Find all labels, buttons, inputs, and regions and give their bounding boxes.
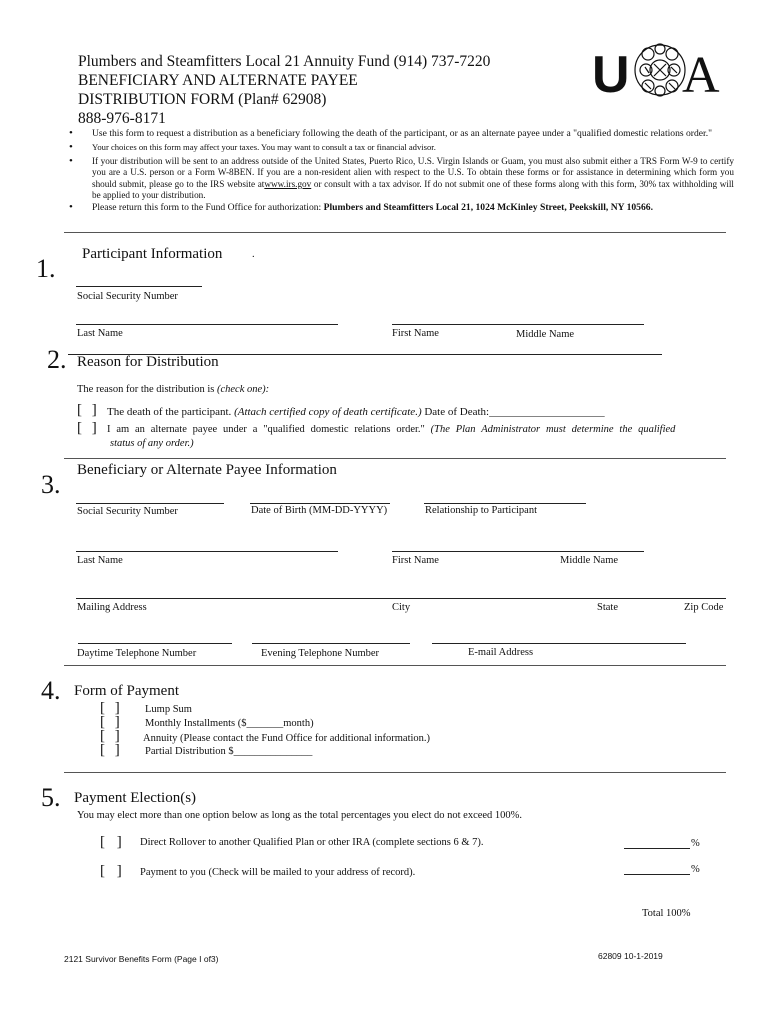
instruction-item: • Your choices on this form may affect your taxes. You may want to consult a tax or financial advisor.: [64, 142, 734, 153]
alternate-payee-option-label: I am an alternate payee under a "qualified domestic relations order." (The Plan Administrator must determine the qualified: [107, 424, 676, 435]
beneficiary-address-field[interactable]: [76, 598, 726, 599]
section-5-title: Payment Election(s): [74, 790, 197, 806]
instruction-item: • If your distribution will be sent to an address outside of the United States, Puerto Rico, U.S. Virgin Islands or Guam, you must also submit either a TRS Form W-9 to certify you are a U.S. person or a Form W-8BEN. If you are a non-resident alien with respect to the U.S. To obtain these forms or for assistance in determining which form you should submit, please go to the IRS website atwww.irs.gov or consult with a tax advisor. If do not submit one of these forms along with this form, 30% tax withholding will be applied to your distribution.: [64, 156, 734, 202]
beneficiary-ssn-label: Social Security Number: [77, 506, 178, 517]
logo-letter-a: A: [682, 47, 720, 104]
total-percent-label: Total 100%: [642, 908, 691, 919]
fund-office-address: Plumbers and Steamfitters Local 21, 1024 McKinley Street, Peekskill, NY 10566.: [323, 202, 653, 214]
participant-first-name-label: First Name: [392, 328, 439, 339]
percent-sign: %: [691, 838, 700, 849]
irs-website-link[interactable]: www.irs.gov: [264, 178, 312, 189]
death-option-label: The death of the participant. (Attach certified copy of death certificate.) Date of Death:_____________________: [107, 406, 605, 418]
section-2-number: 2.: [47, 345, 67, 374]
date-of-death-field[interactable]: _____________________: [489, 406, 605, 418]
header-title-line: BENEFICIARY AND ALTERNATE PAYEE: [78, 72, 358, 89]
instructions-list: [64, 128, 734, 214]
form-header: [78, 52, 490, 128]
participant-ssn-field[interactable]: [76, 286, 202, 287]
section-1-number: 1.: [36, 254, 56, 283]
beneficiary-dob-field[interactable]: [250, 503, 390, 504]
section-4-number: 4.: [41, 676, 61, 705]
payment-to-you-label: Payment to you (Check will be mailed to your address of record).: [140, 867, 416, 878]
alternate-payee-checkbox[interactable]: [ ]: [77, 420, 97, 436]
monthly-installments-checkbox[interactable]: [ ]: [100, 714, 120, 730]
divider: [64, 232, 726, 233]
email-field[interactable]: [432, 643, 686, 644]
ua-logo: [590, 36, 730, 104]
state-label: State: [597, 602, 618, 613]
beneficiary-middle-name-label: Middle Name: [560, 555, 619, 566]
partial-distribution-label: Partial Distribution $_______________: [145, 746, 313, 757]
section-2-title: Reason for Distribution: [77, 354, 219, 370]
direct-rollover-label: Direct Rollover to another Qualified Plan or other IRA (complete sections 6 & 7).: [140, 837, 484, 848]
section-3-title: Beneficiary or Alternate Payee Information: [77, 462, 337, 478]
stray-dot: .: [252, 249, 255, 260]
evening-phone-label: Evening Telephone Number: [261, 648, 380, 659]
email-label: E-mail Address: [468, 647, 534, 658]
lump-sum-label: Lump Sum: [145, 704, 192, 715]
logo-letter-u: U: [592, 46, 630, 104]
beneficiary-first-name-label: First Name: [392, 555, 439, 566]
participant-ssn-label: Social Security Number: [77, 291, 178, 302]
section-1-title: Participant Information: [82, 246, 223, 262]
footer-form-id: 2121 Survivor Benefits Form (Page I of3): [64, 954, 219, 964]
divider: [64, 665, 726, 666]
annuity-label: Annuity (Please contact the Fund Office for additional information.): [143, 733, 431, 744]
daytime-phone-field[interactable]: [78, 643, 232, 644]
reason-intro: The reason for the distribution is (check one):: [77, 384, 270, 395]
payment-election-intro: You may elect more than one option below as long as the total percentages you elect do not exceed 100%.: [77, 810, 523, 821]
daytime-phone-label: Daytime Telephone Number: [77, 648, 197, 659]
divider: [64, 458, 726, 459]
participant-first-middle-name-field[interactable]: [392, 324, 644, 325]
lump-sum-checkbox[interactable]: [ ]: [100, 700, 120, 716]
annuity-checkbox[interactable]: [ ]: [100, 728, 120, 744]
divider: [64, 772, 726, 773]
mailing-address-label: Mailing Address: [77, 602, 147, 613]
participant-last-name-field[interactable]: [76, 324, 338, 325]
footer-revision: 62809 10-1-2019: [598, 951, 663, 961]
participant-last-name-label: Last Name: [77, 328, 123, 339]
section-5-number: 5.: [41, 783, 61, 812]
section-3-number: 3.: [41, 470, 61, 499]
beneficiary-last-name-label: Last Name: [77, 555, 123, 566]
percent-sign: %: [691, 864, 700, 875]
beneficiary-first-middle-name-field[interactable]: [392, 551, 644, 552]
payment-to-you-checkbox[interactable]: [ ]: [100, 863, 122, 879]
header-plan-line: DISTRIBUTION FORM (Plan# 62908): [78, 91, 327, 108]
evening-phone-field[interactable]: [252, 643, 410, 644]
death-checkbox[interactable]: [ ]: [77, 402, 97, 418]
payment-to-you-percent-field[interactable]: [624, 874, 690, 875]
alternate-payee-note: status of any order.): [110, 438, 194, 449]
header-fund-line: Plumbers and Steamfitters Local 21 Annuity Fund (914) 737-7220: [78, 53, 491, 70]
partial-distribution-checkbox[interactable]: [ ]: [100, 742, 120, 758]
instruction-item: • Please return this form to the Fund Office for authorization: Plumbers and Steamfitters Local 21, 1024 McKinley Street, Peekskill, NY 10566.: [64, 202, 734, 213]
logo-emblem-icon: [635, 44, 685, 96]
header-phone-line: 888-976-8171: [78, 110, 166, 127]
beneficiary-relationship-field[interactable]: [424, 503, 586, 504]
section-4-title: Form of Payment: [74, 683, 179, 699]
participant-middle-name-label: Middle Name: [516, 329, 575, 340]
monthly-installments-label: Monthly Installments ($_______month): [145, 718, 314, 729]
zip-code-label: Zip Code: [684, 602, 724, 613]
beneficiary-dob-label: Date of Birth (MM-DD-YYYY): [251, 505, 388, 516]
beneficiary-relationship-label: Relationship to Participant: [425, 505, 537, 516]
direct-rollover-checkbox[interactable]: [ ]: [100, 834, 122, 850]
instruction-item: • Use this form to request a distribution as a beneficiary following the death of the participant, or as an alternate payee under a "qualified domestic relations order.": [64, 128, 734, 139]
beneficiary-last-name-field[interactable]: [76, 551, 338, 552]
city-label: City: [392, 602, 411, 613]
direct-rollover-percent-field[interactable]: [624, 848, 690, 849]
beneficiary-ssn-field[interactable]: [76, 503, 224, 504]
